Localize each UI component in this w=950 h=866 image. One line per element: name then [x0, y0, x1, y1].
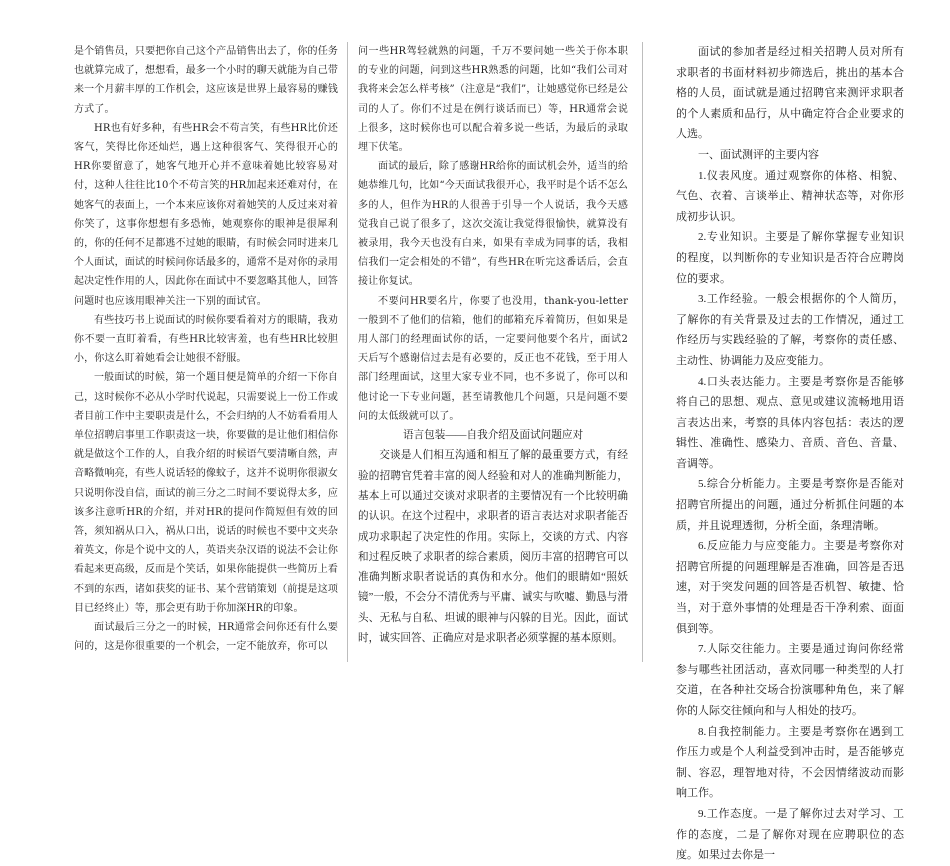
list-item: 8.自我控制能力。主要是考察你在遇到工作压力或是个人利益受到冲击时，是否能够克制、容忍，理智地对待，不会因情绪波动而影响工作。	[676, 725, 904, 800]
paragraph: 面试的最后，除了感谢HR给你的面试机会外，适当的给她恭维几句，比如“今天面试我很开心，我平时是个话不怎么多的人，但作为HR的人很善于引导一个人说话，我今天感觉我自己说了很多了，这次交流让我觉得很愉快，就算没有被录用，我今天也没有白来，如果有幸成为同事的话，我相信我们一定会相处的不错”，有些HR在听完这番话后，会直接让你复试。	[358, 161, 628, 288]
text-column-left	[74, 42, 338, 662]
text-column-middle	[358, 42, 628, 662]
section-title: 一、面试测评的主要内容	[698, 148, 819, 161]
list-item: 9.工作态度。一是了解你过去对学习、工作的态度，二是了解你对现在应聘职位的态度。如果过去你是一	[676, 807, 904, 862]
paragraph: 问一些HR驾轻就熟的问题，千万不要问她一些关于你本职的专业的问题，问到这些HR熟悉的问题，比如“我们公司对我将来会怎么样考核”（注意是“我们”，让她感觉你已经是公司的人了。你们不过是在例行谈话而已）等，HR通常会说上很多，这时候你也可以配合着多说一些话，为最后的录取埋下伏笔。	[358, 46, 628, 154]
paragraph: 面试最后三分之一的时候，HR通常会问你还有什么要问的，这是你很重要的一个机会，一定不能放弃，你可以	[74, 622, 338, 653]
list-item: 6.反应能力与应变能力。主要是考察你对招聘官所提的问题理解是否准确，回答是否迅速，对于突发问题的回答是否机智、敏捷、恰当，对于意外事情的处理是否干净利索、面面俱到等。	[676, 540, 904, 635]
list-item: 1.仪表风度。通过观察你的体格、相貌、气色、衣着、言谈举止、精神状态等，对你形成初步认识。	[676, 169, 904, 223]
paragraph: HR也有好多种，有些HR会不苟言笑，有些HR比价还客气，笑得比你还灿烂，遇上这种很客气、笑得很开心的HR你要留意了，她客气地开心并不意味着她比较容易对付，这种人往往比10个不苟言笑的HR加起来还难对付，在她客气的表面上，一个本来应该你对着她笑的人反过来对着你笑了，这事你想想有多恐怖，她观察你的眼神是很犀利的，你的任何不足都逃不过她的眼睛，有时候会同时进来几个人面试，面试的时候问你话最多的，通常不是对你的录用起决定性作用的人，因此你在面试中不要忽略其他人，回答问题时也应该用眼神关注一下别的面试官。	[74, 122, 338, 307]
language-section	[358, 426, 628, 649]
tips-section	[358, 42, 628, 426]
section-heading: 语言包装——自我介绍及面试问题应对	[402, 430, 584, 442]
paragraph: 一般面试的时候，第一个题目便是简单的介绍一下你自己，这时候你不必从小学时代说起，只需要说上一份工作或者目前工作中主要职责是什么，不会归纳的人不妨看看用人单位招聘启事里工作职责这一块，你要做的是让他们相信你就是做这个工作的人，自我介绍的时候语气要清晰自然，声音略微响亮，有些人说话轻的像蚊子，这并不说明你很淑女只说明你没自信，面试的前三分之二时间不要说得太多，应该多注意听HR的介绍，并对HR的提问作简短但有效的回答，须知祸从口入，祸从口出，说话的时候也不要中文夹杂着英文，你是个说中文的人，英语夹杂汉语的说法不会让你看起来更高级，反而是个笑话，如果你能提供一些简历上看不到的东西，诸如获奖的证书、某个营销策划（前提是这项目已经终止）等，那会更有助于你加深HR的印象。	[74, 372, 338, 614]
paragraph: 不要问HR要名片，你要了也没用，thank-you-letter一般到不了他们的信箱，他们的邮箱充斥着简历，但如果是用人部门的经理面试你的话，一定要问他要个名片，面试2天后写个感谢信过去是有必要的，反正也不花钱，至于用人部门经理面试，这里大家专业不同，也不多说了，你可以和他讨论一下专业问题，甚至请教他几个问题，只是问题不要问的太低级就可以了。	[358, 295, 628, 422]
list-item: 7.人际交往能力。主要是通过询问你经常参与哪些社团活动，喜欢同哪一种类型的人打交道，在各种社交场合扮演哪种角色，来了解你的人际交往倾向和与人相处的技巧。	[676, 643, 904, 717]
list-item: 5.综合分析能力。主要是考察你是否能对招聘官所提出的问题，通过分析抓住问题的本质，并且说理透彻，分析全面，条理清晰。	[676, 478, 904, 532]
list-item: 2.专业知识。主要是了解你掌握专业知识的程度，以判断你的专业知识是否符合应聘岗位的要求。	[676, 231, 904, 285]
column-divider	[347, 42, 348, 662]
intro-paragraph: 面试的参加者是经过相关招聘人员对所有求职者的书面材料初步筛选后，挑出的基本合格的人员，面试就是通过招聘官来测评求职者的个人素质和品行，从中确定符合企业要求的人选。	[676, 46, 904, 141]
paragraph: 是个销售员，只要把你自己这个产品销售出去了，你的任务也就算完成了，想想看，最多一个小时的聊天就能为自己带来一个月薪丰厚的工作机会，这应该是世界上最容易的赚钱方式了。	[74, 46, 338, 115]
list-item: 4.口头表达能力。主要是考察你是否能够将自己的思想、观点、意见或建议流畅地用语言表达出来，考察的具体内容包括：表达的逻辑性、准确性、感染力、音质、音色、音量、音调等。	[676, 375, 904, 470]
paragraph: 交谈是人们相互沟通和相互了解的最重要方式，有经验的招聘官凭着丰富的阅人经验和对人的准确判断能力，基本上可以通过交谈对求职者的主要情况有一个比较明确的认识。在这个过程中，求职者的语言表达对求职者能否成功求职起了决定性的作用。实际上，交谈的方式、内容和过程反映了求职者的综合素质，阅历丰富的招聘官可以准确判断求职者说话的真伪和水分。他们的眼睛如“照妖镜”一般，不会分不清优秀与平庸、诚实与吹嘘、勤恳与滑头、无私与自私、坦诚的眼神与闪躲的目光。因此，面试时，诚实回答、正确应对是求职者必须掌握的基本原则。	[358, 450, 628, 645]
column-divider	[642, 42, 643, 662]
text-column-right	[676, 42, 904, 862]
paragraph: 有些技巧书上说面试的时候你要看着对方的眼睛，我劝你不要一直盯着看，有些HR比较害羞，也有些HR比较胆小，你这么盯着她看会让她很不舒服。	[74, 314, 338, 365]
list-item: 3.工作经验。一般会根据你的个人简历，了解你的有关背景及过去的工作情况，通过工作经历与实践经验的了解，考察你的责任感、主动性、协调能力及应变能力。	[676, 293, 904, 367]
